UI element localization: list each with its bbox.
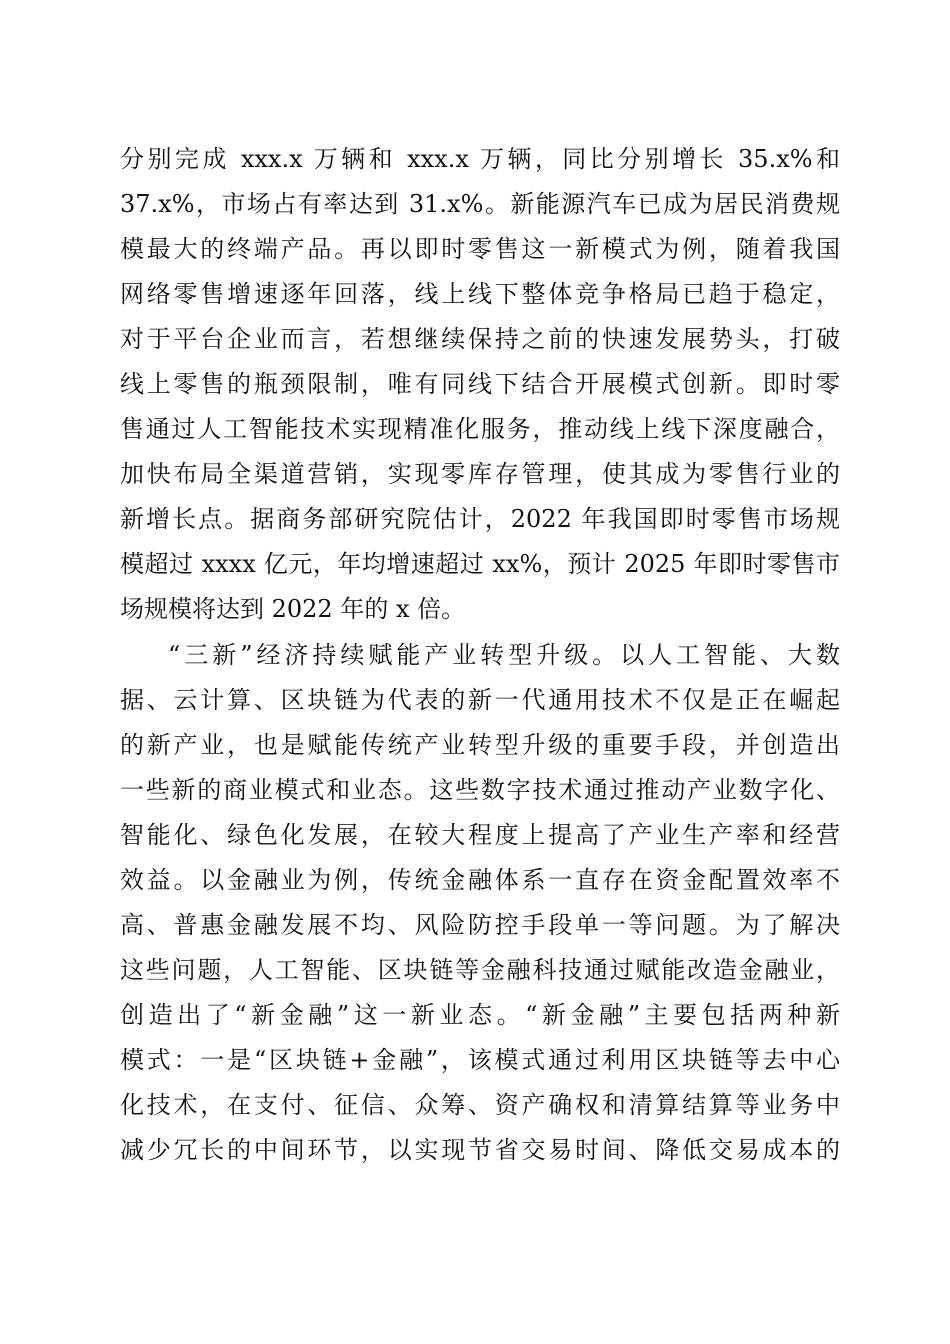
paragraph-line: 这些问题，人工智能、区块链等金融科技通过赋能改造金融业，	[120, 956, 840, 984]
paragraph-line: 37.x%，市场占有率达到 31.x%。新能源汽车已成为居民消费规	[120, 190, 840, 218]
paragraph-line: 线上零售的瓶颈限制，唯有同线下结合开展模式创新。即时零	[120, 370, 840, 398]
paragraph-line: 模最大的终端产品。再以即时零售这一新模式为例，随着我国	[120, 235, 840, 263]
paragraph-line: 的新产业，也是赋能传统产业转型升级的重要手段，并创造出	[120, 731, 840, 759]
paragraph-line: 化技术，在支付、征信、众筹、资产确权和清算结算等业务中	[120, 1091, 840, 1119]
paragraph-line: “三新”经济持续赋能产业转型升级。以人工智能、大数	[168, 641, 840, 669]
paragraph-line: 模式：一是“区块链+金融”，该模式通过利用区块链等去中心	[120, 1046, 840, 1074]
paragraph-line: 智能化、绿色化发展，在较大程度上提高了产业生产率和经营	[120, 821, 840, 849]
paragraph-line: 一些新的商业模式和业态。这些数字技术通过推动产业数字化、	[120, 776, 840, 804]
paragraph-line: 场规模将达到 2022 年的 x 倍。	[120, 595, 466, 623]
paragraph-line: 模超过 xxxx 亿元，年均增速超过 xx%，预计 2025 年即时零售市	[120, 550, 840, 578]
paragraph-line: 加快布局全渠道营销，实现零库存管理，使其成为零售行业的	[120, 460, 840, 488]
paragraph-line: 高、普惠金融发展不均、风险防控手段单一等问题。为了解决	[120, 911, 840, 939]
paragraph-2	[120, 633, 840, 1173]
paragraph-1	[120, 137, 840, 632]
paragraph-line: 分别完成 xxx.x 万辆和 xxx.x 万辆，同比分别增长 35.x%和	[120, 145, 840, 173]
paragraph-line: 效益。以金融业为例，传统金融体系一直存在资金配置效率不	[120, 866, 840, 894]
paragraph-line: 创造出了“新金融”这一新业态。“新金融”主要包括两种新	[120, 1001, 840, 1029]
paragraph-line: 售通过人工智能技术实现精准化服务，推动线上线下深度融合，	[120, 415, 840, 443]
paragraph-line: 减少冗长的中间环节，以实现节省交易时间、降低交易成本的	[120, 1136, 840, 1164]
paragraph-line: 对于平台企业而言，若想继续保持之前的快速发展势头，打破	[120, 325, 840, 353]
paragraph-line: 新增长点。据商务部研究院估计，2022 年我国即时零售市场规	[120, 505, 840, 533]
paragraph-line: 网络零售增速逐年回落，线上线下整体竞争格局已趋于稳定，	[120, 280, 840, 308]
paragraph-line: 据、云计算、区块链为代表的新一代通用技术不仅是正在崛起	[120, 686, 840, 714]
